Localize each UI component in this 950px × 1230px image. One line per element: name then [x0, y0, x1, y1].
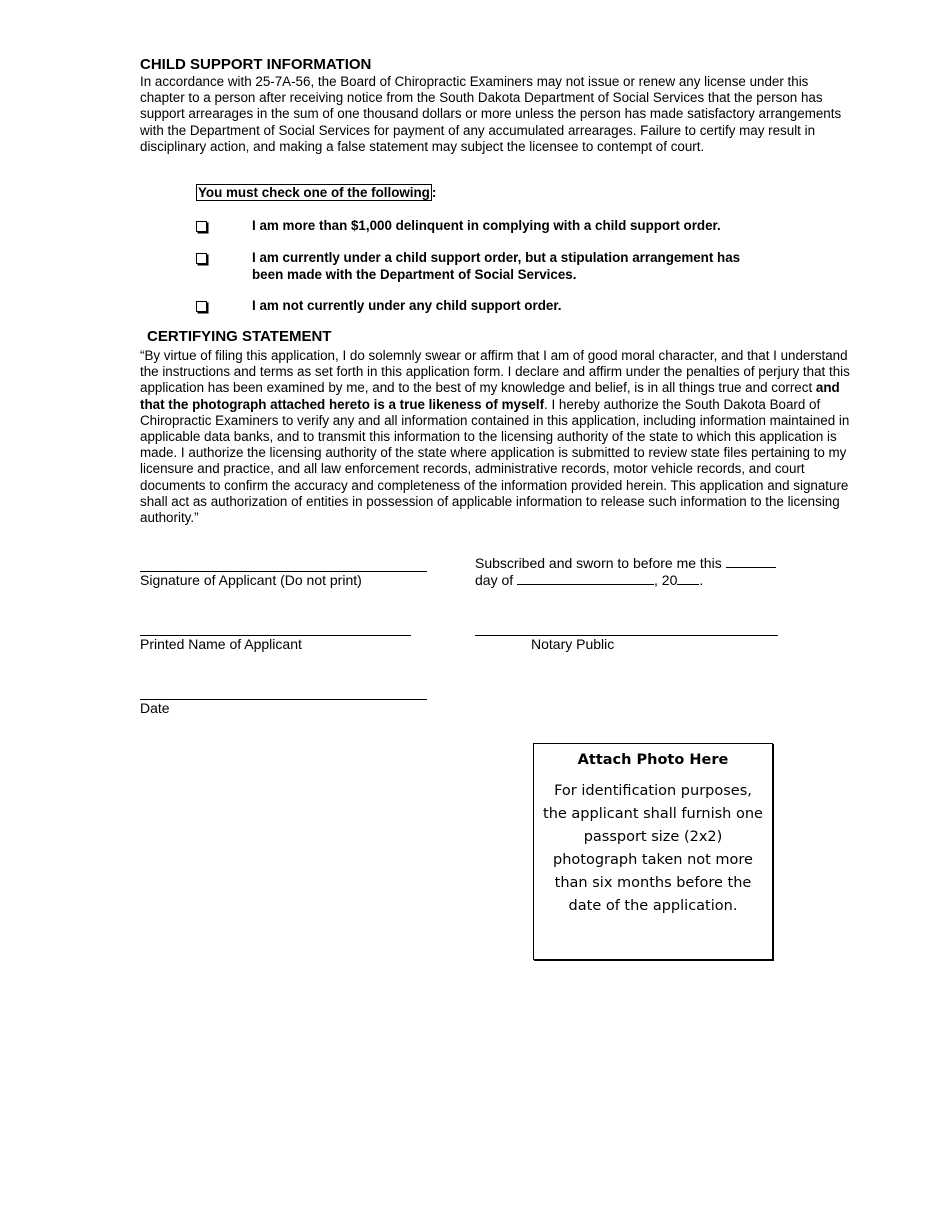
child-support-paragraph: In accordance with 25-7A-56, the Board of Chiropractic Examiners may not issue or renew any license under this chapter to a person after receiving notice from the South Dakota Department of Social Services that the person has support arrearages in the sum of one thousand dollars or more unless the person has made satisfactory arrangements with the Department of Social Services for payment of any accumulated arrearages. Failure to certify may result in disciplinary action, and making a false statement may subject the licensee to contempt of court. [140, 74, 842, 154]
option-1-label: I am more than $1,000 delinquent in complying with a child support order. [252, 218, 721, 233]
sworn-day-blank[interactable] [726, 555, 776, 568]
option-3-checkbox[interactable] [196, 301, 207, 312]
notary-line[interactable] [475, 635, 778, 636]
sworn-text-1: Subscribed and sworn to before me this [475, 555, 722, 571]
date-line[interactable] [140, 699, 427, 700]
check-instruction-text: You must check one of the following [198, 185, 430, 200]
option-3-label: I am not currently under any child support order. [252, 298, 562, 313]
photo-title: Attach Photo Here [577, 752, 729, 768]
signature-label: Signature of Applicant (Do not print) [140, 572, 362, 588]
printed-name-label: Printed Name of Applicant [140, 636, 302, 652]
sworn-year-blank[interactable] [677, 572, 699, 585]
photo-instructions: For identification purposes, the applicant shall furnish one passport size (2x2) photograph taken not more than six months before the date of the application. [543, 783, 763, 914]
sworn-year-prefix: , 20 [654, 572, 678, 588]
child-support-heading: CHILD SUPPORT INFORMATION [140, 56, 372, 73]
option-2-label: I am currently under a child support order, but a stipulation arrangement has been made with the Department of Social Services. [252, 250, 741, 282]
certifying-heading: CERTIFYING STATEMENT [147, 328, 332, 345]
date-label: Date [140, 700, 170, 716]
certifying-text-part1: “By virtue of filing this application, I do solemnly swear or affirm that I am of good moral character, and that I understand the instructions and terms as set forth in this application form. I declare and affirm under the penalties of perjury that this application has been examined by me, and to the best of my knowledge and belief, is in all things true and correct [140, 348, 850, 396]
sworn-line-2 [475, 572, 703, 588]
sworn-line-1 [475, 555, 776, 571]
option-1-checkbox[interactable] [196, 221, 207, 232]
check-instruction-colon: : [431, 185, 437, 200]
sworn-end: . [699, 572, 704, 588]
certifying-text-bold: and that the photograph attached hereto is a true likeness of myself [140, 380, 840, 412]
sworn-month-blank[interactable] [517, 572, 654, 585]
notary-label: Notary Public [531, 636, 615, 652]
check-instruction [196, 185, 436, 200]
certifying-paragraph [140, 348, 850, 526]
option-2-checkbox[interactable] [196, 253, 207, 264]
certifying-text-part2: . I hereby authorize the South Dakota Board of Chiropractic Examiners to verify any and all information contained in this application, including information maintained in applicable data banks, and to transmit this information to the licensing authority of the state to which this application is made. I authorize the licensing authority of the state where application is submitted to review state files pertaining to my licensure and practice, and all law enforcement records, administrative records, motor vehicle records, and court documents to confirm the accuracy and completeness of the information provided herein. This application and signature shall act as authorization of entities in possession of applicable information to release such information to the licensing authority.” [140, 396, 850, 526]
sworn-day-of: day of [475, 572, 514, 588]
photo-attachment-box [533, 743, 773, 960]
